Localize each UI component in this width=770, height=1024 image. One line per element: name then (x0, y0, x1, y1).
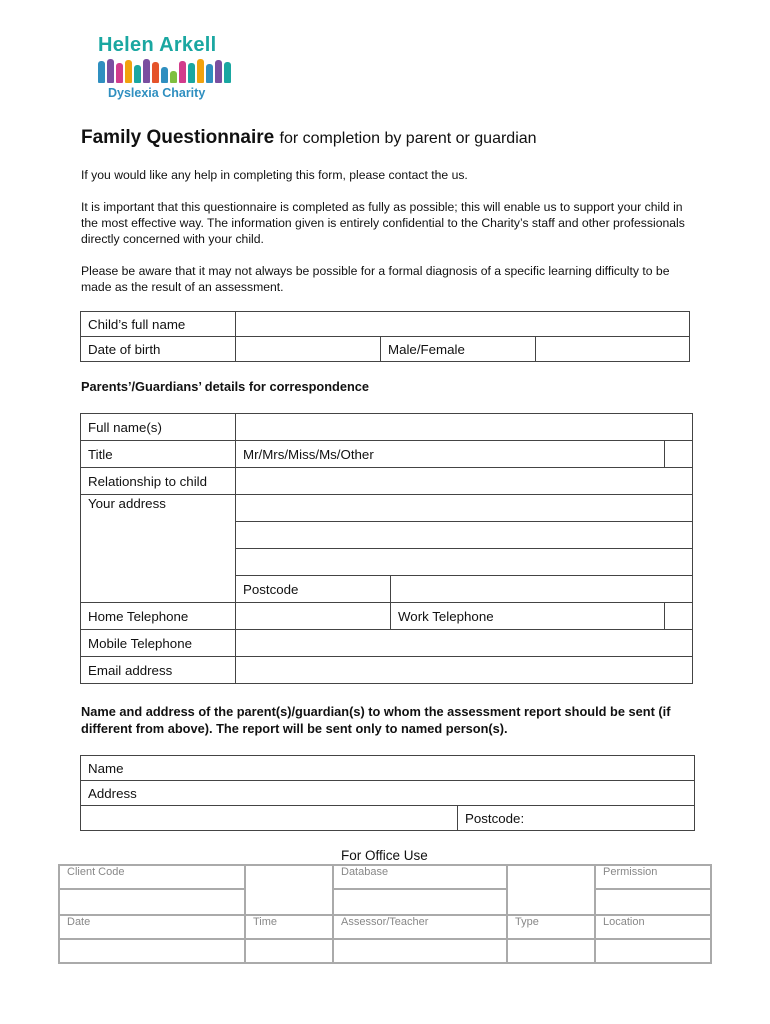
address-line-1[interactable] (236, 495, 693, 522)
assessor-field[interactable] (333, 939, 507, 963)
child-name-field[interactable] (236, 312, 690, 337)
parents-table (80, 413, 693, 684)
logo-person-icon (224, 62, 231, 83)
title-sub: for completion by parent or guardian (279, 130, 537, 147)
address-label: Your address (81, 495, 236, 603)
address-line-2[interactable] (236, 522, 693, 549)
office-spacer-1 (245, 865, 333, 915)
intro-diagnosis: Please be aware that it may not always be possible for a formal diagnosis of a specific learning difficulty to be made as the result of an assessment. (81, 264, 670, 294)
page-title (81, 127, 537, 149)
mobile-tel-label: Mobile Telephone (81, 630, 236, 657)
child-details-table (80, 311, 690, 362)
database-field[interactable] (333, 889, 507, 915)
title-field[interactable] (664, 441, 692, 468)
intro-help: If you would like any help in completing this form, please contact the us. (81, 168, 468, 182)
address-line-3[interactable] (236, 549, 693, 576)
logo-person-icon (215, 60, 222, 83)
assessor-label: Assessor/Teacher (333, 915, 507, 939)
logo-person-icon (188, 63, 195, 83)
logo-subtitle: Dyslexia Charity (108, 86, 206, 100)
work-tel-label: Work Telephone (391, 603, 665, 630)
client-code-label: Client Code (59, 865, 245, 889)
date-label: Date (59, 915, 245, 939)
logo-person-icon (134, 65, 141, 83)
child-name-label: Child’s full name (81, 312, 236, 337)
logo-person-icon (125, 60, 132, 83)
logo-person-icon (197, 59, 204, 83)
permission-field[interactable] (595, 889, 711, 915)
logo-person-icon (98, 61, 105, 83)
dob-field[interactable] (236, 337, 381, 362)
charity-logo (98, 34, 234, 106)
logo-person-icon (161, 67, 168, 83)
relationship-field[interactable] (236, 468, 693, 495)
full-names-label: Full name(s) (81, 414, 236, 441)
logo-people-icon (98, 59, 234, 83)
client-code-field[interactable] (59, 889, 245, 915)
logo-person-icon (170, 71, 177, 83)
work-tel-field[interactable] (664, 603, 692, 630)
type-label: Type (507, 915, 595, 939)
database-label: Database (333, 865, 507, 889)
mobile-tel-field[interactable] (236, 630, 693, 657)
full-names-field[interactable] (236, 414, 693, 441)
home-tel-field[interactable] (236, 603, 391, 630)
dob-label: Date of birth (81, 337, 236, 362)
location-field[interactable] (595, 939, 711, 963)
logo-person-icon (116, 63, 123, 83)
intro-importance: It is important that this questionnaire is completed as fully as possible; this will enable us to support your child in the most effective way. The information given is entirely confidential to the Charity’s staff and other professionals directly concerned with your child. (81, 200, 685, 246)
report-heading: Name and address of the parent(s)/guardian(s) to whom the assessment report should be sent (if different from above). The report will be sent only to named person(s). (81, 704, 671, 736)
permission-label: Permission (595, 865, 711, 889)
report-name-label: Name (81, 756, 695, 781)
sex-label: Male/Female (381, 337, 536, 362)
office-use-table (58, 864, 712, 964)
title-label: Title (81, 441, 236, 468)
report-address-label: Address (81, 781, 695, 806)
report-address-field[interactable] (81, 806, 458, 831)
logo-person-icon (179, 61, 186, 83)
logo-person-icon (143, 59, 150, 83)
date-field[interactable] (59, 939, 245, 963)
office-use-title: For Office Use (341, 848, 428, 863)
email-label: Email address (81, 657, 236, 684)
title-options: Mr/Mrs/Miss/Ms/Other (236, 441, 665, 468)
postcode-field[interactable] (391, 576, 693, 603)
logo-title: Helen Arkell (98, 34, 217, 56)
postcode-label: Postcode (236, 576, 391, 603)
logo-person-icon (107, 59, 114, 83)
time-label: Time (245, 915, 333, 939)
parents-heading: Parents’/Guardians’ details for correspondence (81, 379, 370, 394)
location-label: Location (595, 915, 711, 939)
sex-field[interactable] (536, 337, 690, 362)
email-field[interactable] (236, 657, 693, 684)
office-spacer-2 (507, 865, 595, 915)
logo-person-icon (152, 62, 159, 83)
logo-person-icon (206, 64, 213, 83)
relationship-label: Relationship to child (81, 468, 236, 495)
report-postcode-label: Postcode: (458, 806, 695, 831)
report-table (80, 755, 695, 831)
type-field[interactable] (507, 939, 595, 963)
title-main: Family Questionnaire (81, 127, 275, 148)
time-field[interactable] (245, 939, 333, 963)
home-tel-label: Home Telephone (81, 603, 236, 630)
